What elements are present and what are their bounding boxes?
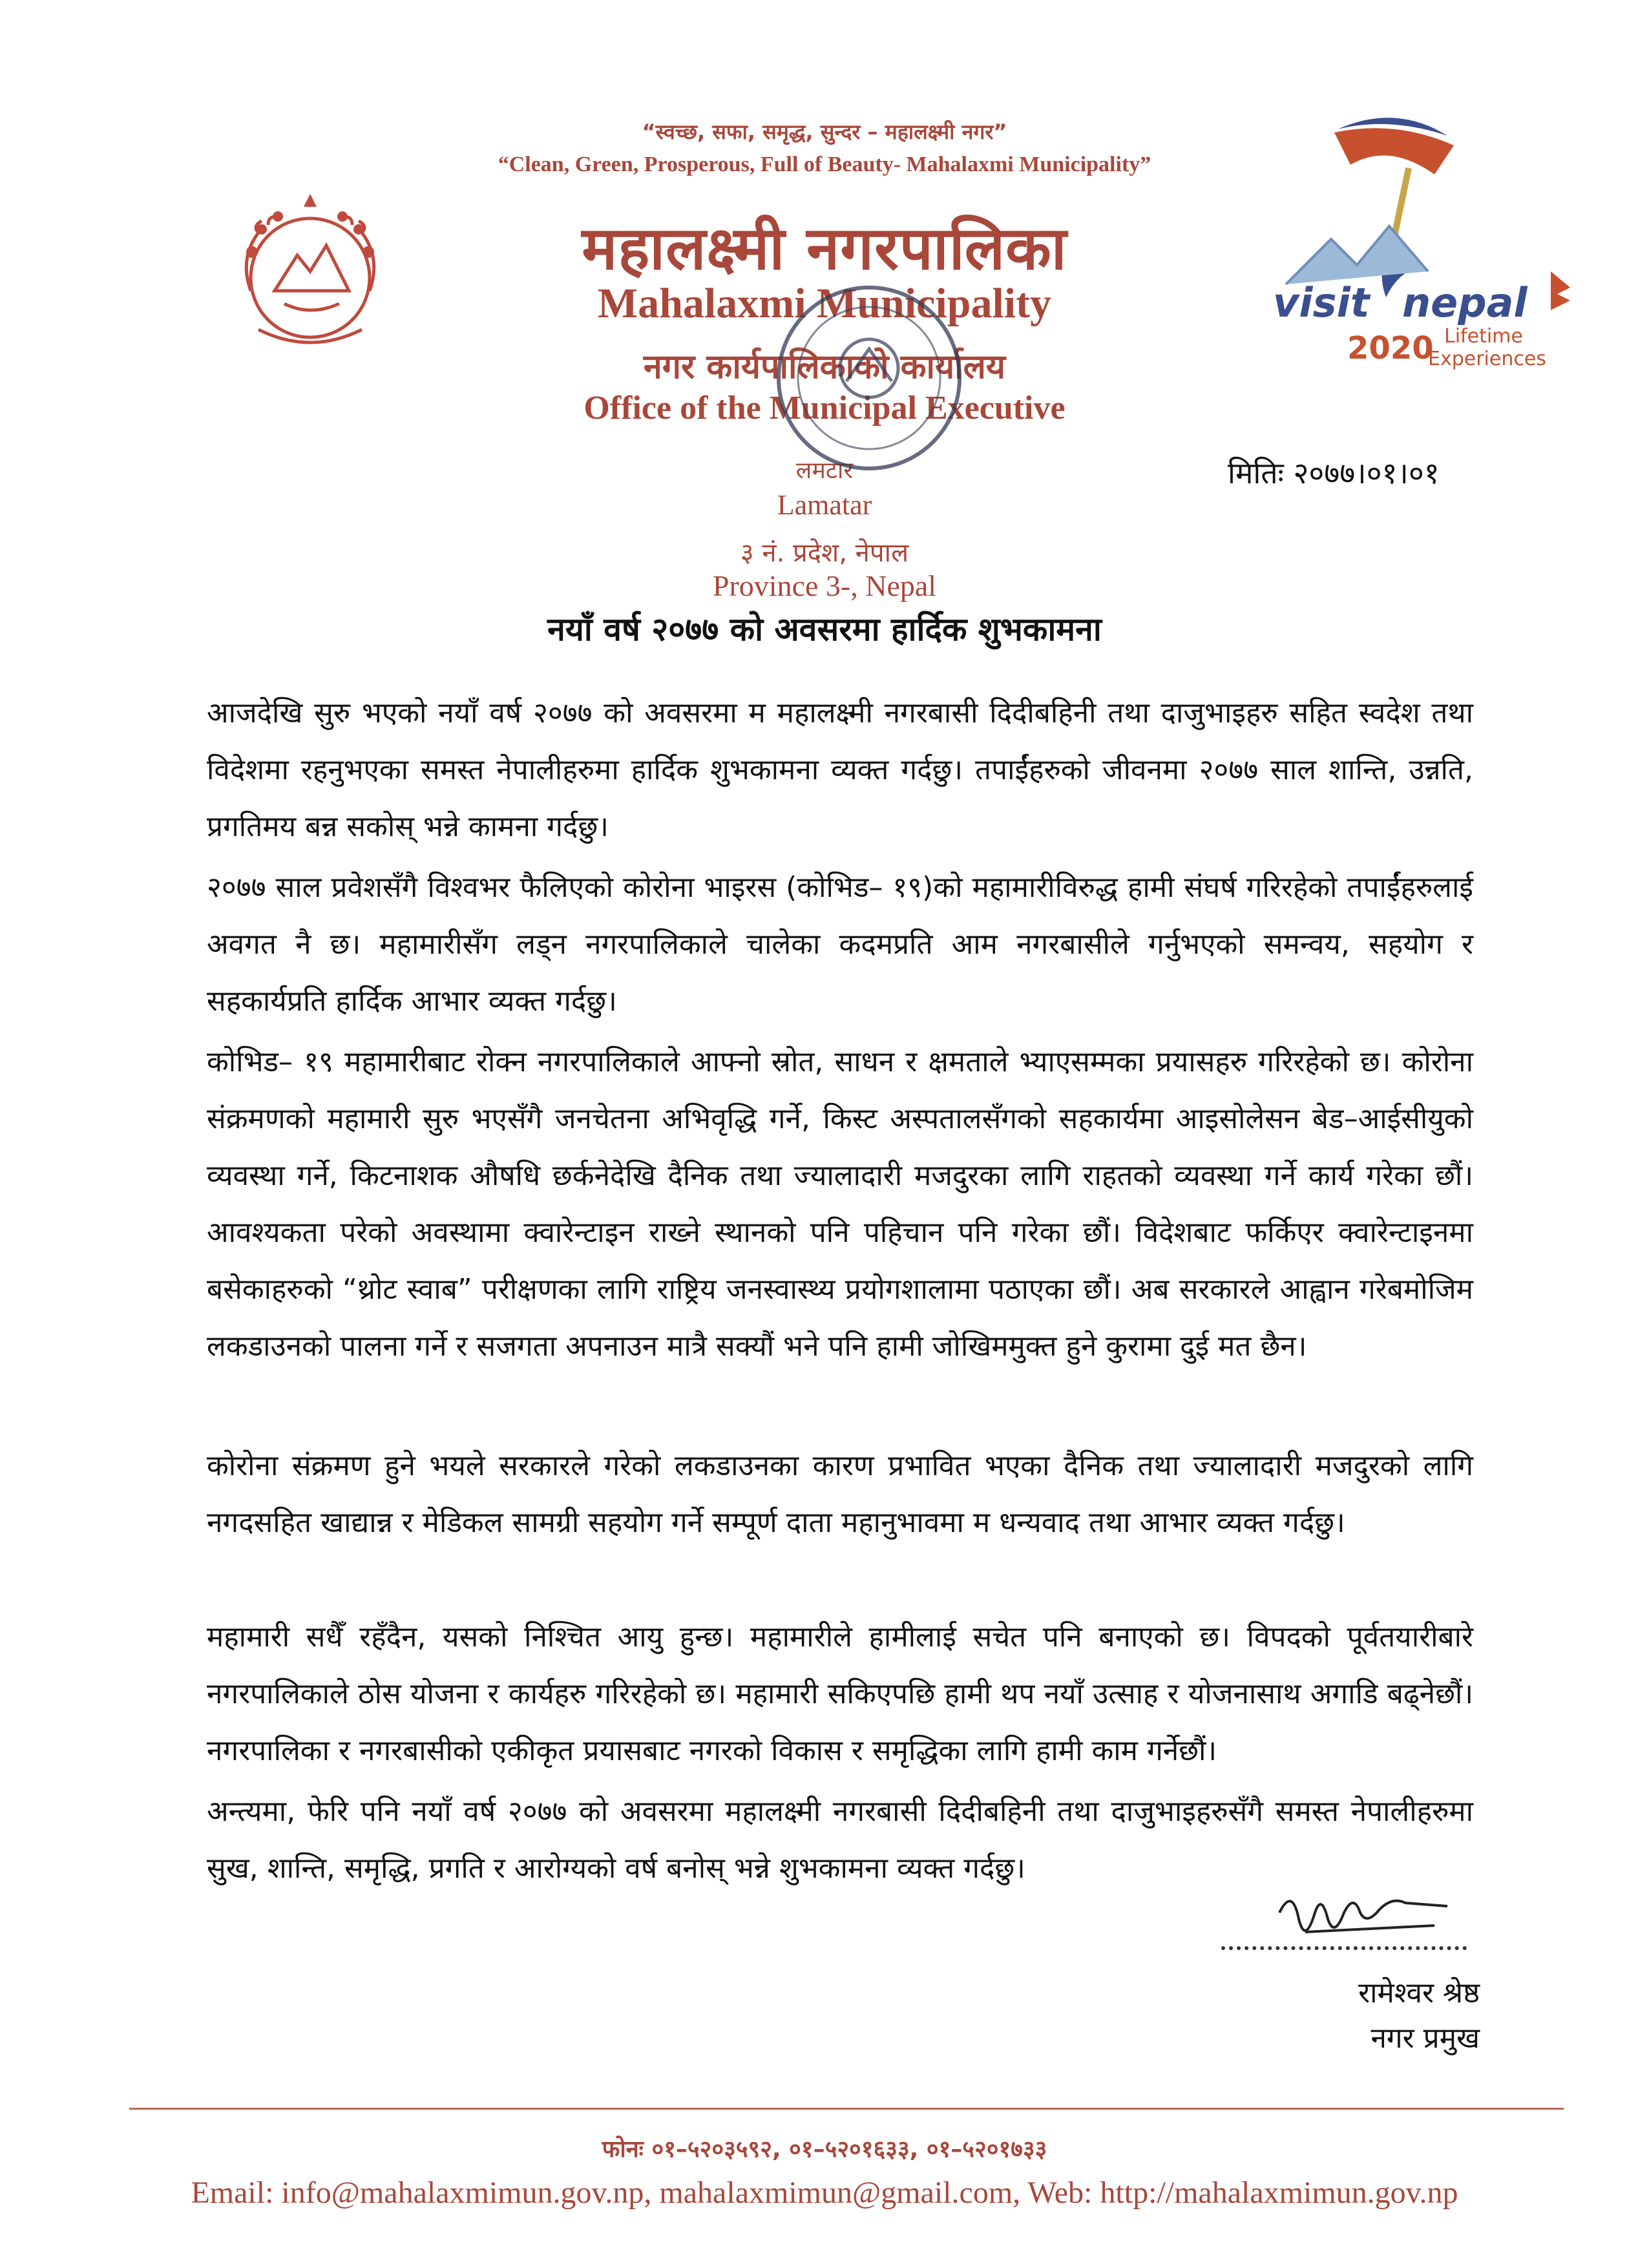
- city-nepali: लमटार: [795, 457, 854, 484]
- office-stamp-icon: [762, 271, 976, 485]
- slogan-nepali: “स्वच्छ, सफा, समृद्ध, सुन्दर – महालक्ष्मी नगर”: [642, 120, 1007, 144]
- province-nepali: ३ नं. प्रदेश, नेपाल: [740, 538, 909, 568]
- paragraph-2: २०७७ साल प्रवेशसँगै विश्वभर फैलिएको कोरोना भाइरस (कोभिड– १९)को महामारीविरुद्ध हामी संघर्ष गरिरहेको तपाईंहरुलाई अवगत नै छ। महामारीसँग लड्न नगरपालिकाले चालेका कदमप्रति आम नगरबासीले गर्नुभएको समन्वय, सहयोग र सहकार्यप्रति हार्दिक आभार व्यक्त गर्दछु।: [207, 871, 1473, 1018]
- year-text: 2020: [1347, 330, 1434, 366]
- document-date: मितिः २०७७।०१।०१: [1228, 456, 1440, 490]
- paragraph-3: कोभिड– १९ महामारीबाट रोक्न नगरपालिकाले आफ्नो स्रोत, साधन र क्षमताले भ्याएसम्मका प्रयासहरु गरिरहेको छ। कोरोना संक्रमणको महामारी सुरु भएसँगै जनचेतना अभिवृद्धि गर्ने, किस्ट अस्पतालसँगको सहकार्यमा आइसोलेसन बेड–आईसीयुको व्यवस्था गर्ने, किटनाशक औषधि छर्कनेदेखि दैनिक तथा ज्यालादारी मजदुरका लागि राहतको व्यवस्था गर्ने कार्य गरेका छौं। आवश्यकता परेको अवस्थामा क्वारेन्टाइन राख्ने स्थानको पनि पहिचान पनि गरेका छौं। विदेशबाट फर्किएर क्वारेन्टाइनमा बसेकाहरुको “थ्रोट स्वाब” परीक्षणका लागि राष्ट्रिय जनस्वास्थ्य प्रयोगशालामा पठाएका छौं। अब सरकारले आह्वान गरेबमोजिम लकडाउनको पालना गर्ने र सजगता अपनाउन मात्रै सक्यौं भने पनि हामी जोखिममुक्त हुने कुरामा दुई मत छैन।: [207, 1045, 1473, 1363]
- footer-contact: Email: info@mahalaxmimun.gov.np, mahalaxmimun@gmail.com, Web: http://mahalaxmimun.gov.np: [191, 2176, 1458, 2210]
- city-english: Lamatar: [777, 489, 872, 521]
- handwritten-signature: [1266, 1874, 1460, 1951]
- footer-divider: [129, 2108, 1564, 2110]
- paragraph-6: अन्त्यमा, फेरि पनि नयाँ वर्ष २०७७ को अवसरमा महालक्ष्मी नगरबासी दिदीबहिनी तथा दाजुभाइहरुसँगै समस्त नेपालीहरुमा सुख, शान्ति, समृद्धि, प्रगति र आरोग्यको वर्ष बनोस् भन्ने शुभकामना व्यक्त गर्दछु।: [207, 1795, 1473, 1885]
- footer-phone: फोनः ०१–५२०३५९२, ०१–५२०१६३३, ०१–५२०१७३३: [602, 2136, 1047, 2163]
- paragraph-4: कोरोना संक्रमण हुने भयले सरकारले गरेको लकडाउनका कारण प्रभावित भएका दैनिक तथा ज्यालादारी मजदुरको लागि नगदसहित खाद्यान्न र मेडिकल सामग्री सहयोग गर्ने सम्पूर्ण दाता महानुभावमा म धन्यवाद तथा आभार व्यक्त गर्दछु।: [207, 1449, 1473, 1539]
- signature-line: [1221, 1946, 1467, 1950]
- office-title-english: Office of the Municipal Executive: [583, 390, 1066, 426]
- municipality-title-nepali: महालक्ष्मी नगरपालिका: [582, 214, 1067, 283]
- slogan-english: “Clean, Green, Prosperous, Full of Beauty- Mahalaxmi Municipality”: [498, 152, 1151, 176]
- municipality-title-english: Mahalaxmi Municipality: [597, 280, 1052, 327]
- paragraph-1: आजदेखि सुरु भएको नयाँ वर्ष २०७७ को अवसरमा म महालक्ष्मी नगरबासी दिदीबहिनी तथा दाजुभाइहरु सहित स्वदेश तथा विदेशमा रहनुभएका समस्त नेपालीहरुमा हार्दिक शुभकामना व्यक्त गर्दछु। तपाईंहरुको जीवनमा २०७७ साल शान्ति, उन्नति, प्रगतिमय बन्न सकोस् भन्ने कामना गर्दछु।: [207, 697, 1473, 843]
- visit-text: visit: [1273, 279, 1370, 326]
- paragraph-5: महामारी सधैँ रहँदैन, यसको निश्चित आयु हुन्छ। महामारीले हामीलाई सचेत पनि बनाएको छ। विपदको पूर्वतयारीबारे नगरपालिकाले ठोस योजना र कार्यहरु गरिरहेको छ। महामारी सकिएपछि हामी थप नयाँ उत्साह र योजनासाथ अगाडि बढ्नेछौं। नगरपालिका र नगरबासीको एकीकृत प्रयासबाट नगरको विकास र समृद्धिका लागि हामी काम गर्नेछौं।: [207, 1621, 1473, 1767]
- province-english: Province 3-, Nepal: [712, 569, 937, 602]
- tagline-2-text: Experiences: [1428, 348, 1546, 370]
- greeting-heading: नयाँ वर्ष २०७७ को अवसरमा हार्दिक शुभकामना: [547, 611, 1102, 648]
- tagline-1-text: Lifetime: [1444, 325, 1523, 348]
- office-title-nepali: नगर कार्यपालिकाको कार्यालय: [643, 348, 1006, 386]
- nepal-text: nepal: [1402, 279, 1528, 326]
- signatory-title: नगर प्रमुख: [1371, 2022, 1480, 2055]
- signatory-name: रामेश्वर श्रेष्ठ: [1358, 1977, 1480, 2010]
